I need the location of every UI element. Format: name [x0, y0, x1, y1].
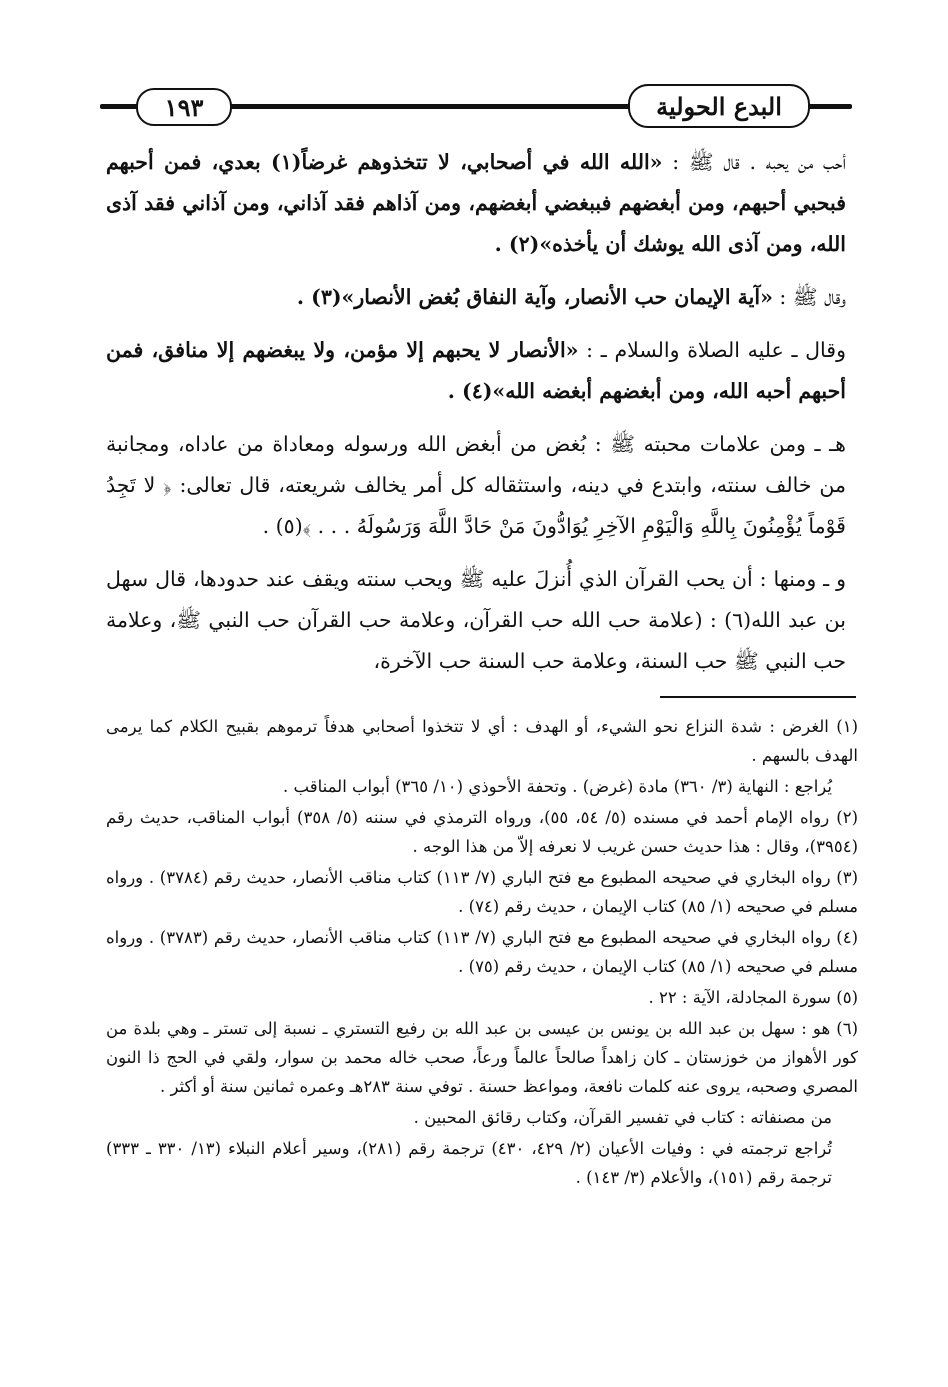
footnote-6-works: من مصنفاته : كتاب في تفسير القرآن، وكتاب رقائق المحبين . — [413, 1108, 832, 1127]
hadith-1: «الله الله في أصحابي، لا تتخذوهم غرضاً(١) بعدي، فمن أحبهم فبحبي أحبهم، ومن أبغضهم فببغضي أبغضهم، ومن آذاهم فقد آذاني، ومن آذاني فقد آذى الله، ومن آذى الله يوشك أن يأخذه»(٢) . — [106, 150, 846, 256]
footnote-5: (٥) سورة المجادلة، الآية : ٢٢ . — [648, 988, 858, 1007]
footnote-2: (٢) رواه الإمام أحمد في مسنده (٥/ ٥٤، ٥٥)، ورواه الترمذي في سننه (٥/ ٣٥٨) أبواب المناقب، حديث رقم (٣٩٥٤)، وقال : هذا حديث حسن غريب لا نعرفه إلاّ من هذا الوجه . — [106, 808, 858, 856]
hadith-2: «آية الإيمان حب الأنصار، وآية النفاق بُغض الأنصار»(٣) . — [296, 285, 773, 309]
paragraph-3-intro: وقال ـ عليه الصلاة والسلام ـ : — [578, 338, 846, 362]
footnote-1: (١) الغرض : شدة النزاع نحو الشيء، أو الهدف : أي لا تتخذوا أصحابي هدفاً ترموهم بقبيح الكلام كما يرمى الهدف بالسهم . — [106, 717, 858, 765]
page-header — [100, 84, 852, 130]
footnotes — [106, 712, 858, 1194]
paragraph-5: و ـ ومنها : أن يحب القرآن الذي أُنزلَ عليه ﷺ ويحب سنته ويقف عند حدودها، قال سهل بن عبد الله(٦) : (علامة حب الله حب القرآن، وعلامة حب القرآن حب النبي ﷺ، وعلامة حب النبي ﷺ حب السنة، وعلامة حب السنة حب الآخرة، — [106, 567, 846, 673]
paragraph-3 — [106, 330, 846, 412]
footnote-separator — [660, 696, 856, 698]
footnote-3: (٣) رواه البخاري في صحيحه المطبوع مع فتح الباري (٧/ ١١٣) كتاب مناقب الأنصار، حديث رقم (٣٧٨٤) . ورواه مسلم في صحيحه (١/ ٨٥) كتاب الإيمان ، حديث رقم (٧٤) . — [106, 868, 858, 916]
page-number: ١٩٣ — [136, 88, 232, 126]
footnote-6-sources: تُراجع ترجمته في : وفيات الأعيان (٢/ ٤٢٩، ٤٣٠) ترجمة رقم (٢٨١)، وسير أعلام النبلاء (١٣/ ٣٣٠ ـ ٣٣٣) ترجمة رقم (١٥١)، والأعلام (٣/ ١٤٣) . — [106, 1139, 832, 1187]
footnote-4: (٤) رواه البخاري في صحيحه المطبوع مع فتح الباري (٧/ ١١٣) كتاب مناقب الأنصار، حديث رقم (٣٧٨٣) . ورواه مسلم في صحيحه (١/ ٨٥) كتاب الإيمان ، حديث رقم (٧٥) . — [106, 928, 858, 976]
paragraph-2 — [106, 277, 846, 318]
running-title: البدع الحولية — [628, 84, 810, 128]
paragraph-1 — [106, 142, 846, 265]
hadith-3: «الأنصار لا يحبهم إلا مؤمن، ولا يبغضهم إلا منافق، فمن أحبهم أحبه الله، ومن أبغضهم أبغضه الله»(٤) . — [106, 338, 846, 403]
paragraph-1-intro: أحب من يحبه . قال ﷺ : — [662, 150, 846, 174]
main-text — [106, 142, 846, 694]
paragraph-4: هـ ـ ومن علامات محبته ﷺ : بُغض من أبغض الله ورسوله ومعاداة من عاداه، ومجانبة من خالف سنته، وابتدع في دينه، واستثقاله كل أمر يخالف شريعته، قال تعالى: ﴿ لا تَجِدُ قَوْماً يُؤْمِنُونَ بِاللَّهِ وَالْيَوْمِ الآخِرِ يُوَادُّونَ مَنْ حَادَّ اللَّهَ وَرَسُولَهُ . . . ﴾(٥) . — [106, 432, 846, 538]
paragraph-2-intro: وقال ﷺ : — [772, 285, 846, 309]
footnote-1-reference: يُراجع : النهاية (٣/ ٣٦٠) مادة (غرض) . وتحفة الأحوذي (١٠/ ٣٦٥) أبواب المناقب . — [283, 777, 832, 796]
footnote-6: (٦) هو : سهل بن عبد الله بن يونس بن عيسى بن عبد الله بن رفيع التستري ـ نسبة إلى تستر ـ وهي بلدة من كور الأهواز من خوزستان ـ كان زاهداً صالحاً عالماً ورعاً، صحب خاله محمد بن سوار، ولقي في الحج ذا النون المصري وصحبه، يروى عنه كلمات نافعة، ومواعظ حسنة . توفي سنة ٢٨٣هـ وعمره ثمانين سنة أو أكثر . — [106, 1019, 858, 1096]
